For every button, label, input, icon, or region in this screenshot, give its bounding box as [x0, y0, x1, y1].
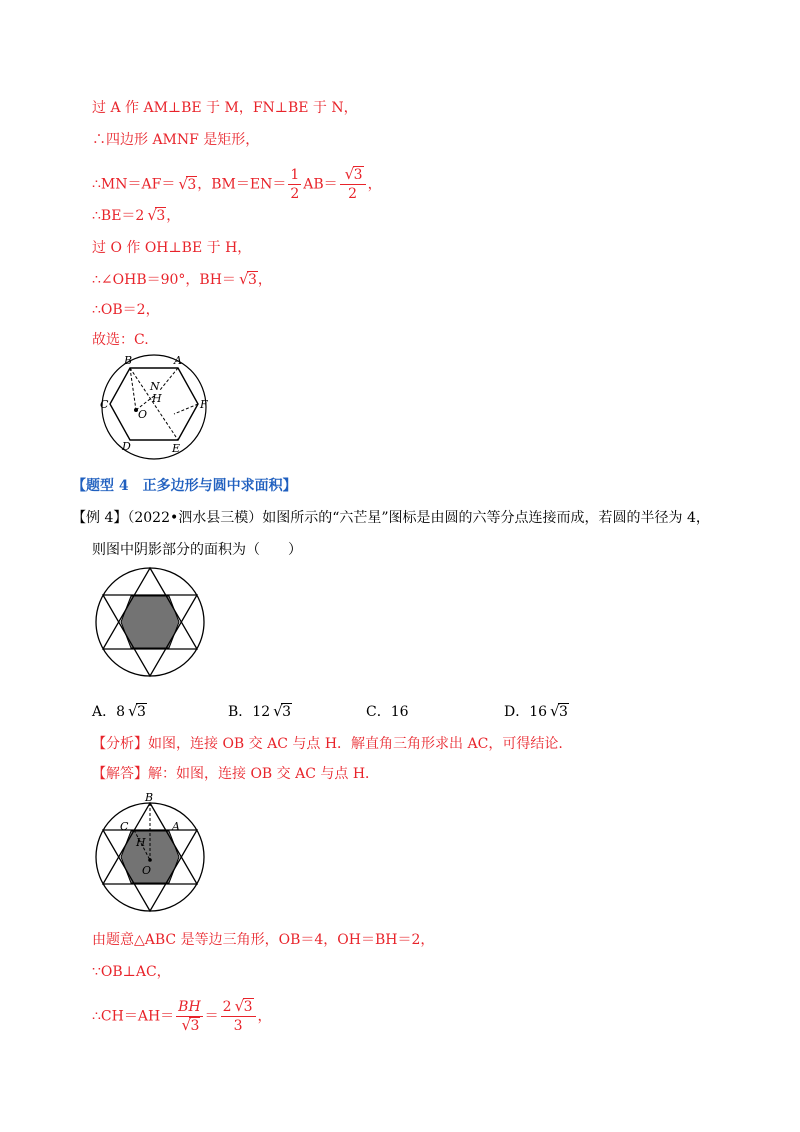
- solution-line-3: [92, 166, 382, 203]
- solution-line-1: 过 A 作 AM⊥BE 于 M，FN⊥BE 于 N，: [92, 100, 358, 116]
- label-O: O: [138, 408, 148, 421]
- sqrt-expr: [549, 702, 569, 722]
- text: ，BM＝EN＝: [197, 176, 287, 193]
- option-A: [92, 702, 147, 722]
- label-N: N: [150, 380, 160, 393]
- solution2-line-1: 由题意△ABC 是等边三角形，OB＝4，OH＝BH＝2，: [92, 932, 435, 948]
- label-H: H: [152, 392, 162, 405]
- text: ，: [257, 1008, 272, 1025]
- fraction: [221, 998, 256, 1035]
- sqrt-expr: [177, 175, 197, 195]
- label-B: B: [145, 791, 154, 804]
- denominator: 2: [290, 186, 300, 202]
- radicand: 3: [243, 999, 253, 1015]
- hexagram-figure: [90, 565, 210, 680]
- segment-AM: [160, 368, 178, 390]
- sqrt-expr: [234, 998, 254, 1016]
- label-E: E: [172, 442, 181, 455]
- option-label: D．16: [504, 704, 548, 720]
- solution-line-8: 故选：C.: [92, 332, 149, 348]
- radicand: 3: [559, 704, 568, 720]
- solution-line-4: [92, 206, 180, 226]
- option-C: C．16: [366, 704, 409, 720]
- denominator: [176, 1017, 203, 1035]
- solution-line-6: [92, 270, 272, 290]
- radicand: 3: [187, 176, 197, 193]
- text: ∴CH＝AH＝: [92, 1008, 175, 1025]
- text: ∴∠OHB＝90°，BH＝: [92, 272, 236, 288]
- hexagon-circle-figure: [90, 352, 220, 462]
- solution2-line-2: ∵OB⊥AC，: [92, 964, 171, 980]
- solution2-line-3: [92, 998, 272, 1035]
- radicand: 3: [156, 208, 166, 224]
- text: AB＝: [303, 176, 338, 193]
- option-label: B．12: [228, 704, 271, 720]
- solution-line-5: 过 O 作 OH⊥BE 于 H，: [92, 240, 252, 256]
- solution-line-7: ∴OB＝2，: [92, 302, 160, 318]
- option-D: [504, 702, 569, 722]
- denominator: 3: [233, 1018, 243, 1034]
- sqrt-expr: [238, 270, 258, 290]
- radicand: 3: [190, 1018, 200, 1034]
- radicand: 3: [137, 704, 146, 720]
- text: ，: [367, 176, 382, 193]
- segment-FN: [174, 404, 198, 414]
- radicand: 3: [353, 167, 363, 183]
- fraction: [288, 166, 301, 203]
- segment-OB: [130, 368, 136, 410]
- sqrt-expr: [146, 206, 166, 226]
- label-A: A: [174, 354, 182, 367]
- section-title: 【题型 4 正多边形与圆中求面积】: [72, 478, 297, 494]
- label-H: H: [136, 836, 146, 849]
- fraction: [176, 998, 203, 1035]
- sqrt-expr: [272, 702, 292, 722]
- sqrt-expr: [127, 702, 147, 722]
- radicand: 3: [247, 272, 257, 288]
- option-B: [228, 702, 292, 722]
- label-F: F: [200, 398, 208, 411]
- numerator: BH: [178, 999, 201, 1015]
- solution-line-2: ∴四边形 AMNF 是矩形，: [92, 132, 260, 148]
- example-heading: 【例 4】（2022•泗水县三模）如图所示的“六芒星”图标是由圆的六等分点连接而成，若圆的半径为 4，: [72, 510, 710, 526]
- solution-text: 【解答】解：如图，连接 OB 交 AC 与点 H．: [92, 766, 380, 782]
- example-question: 则图中阴影部分的面积为（ ）: [92, 542, 302, 558]
- radicand: 3: [282, 704, 292, 720]
- option-label: A．8: [92, 704, 126, 720]
- numerator: 1: [290, 167, 300, 183]
- coefficient: 2: [222, 999, 232, 1015]
- text: ，: [257, 272, 272, 288]
- sqrt-expr: [180, 1017, 200, 1035]
- text: ∴MN＝AF＝: [92, 176, 176, 193]
- label-A: A: [172, 820, 180, 833]
- center-point: [148, 858, 152, 862]
- analysis-text: 【分析】如图，连接 OB 交 AC 与点 H．解直角三角形求出 AC，可得结论.: [92, 736, 563, 752]
- label-B: B: [124, 354, 133, 367]
- numerator: [340, 166, 366, 185]
- label-C: C: [100, 398, 109, 411]
- sqrt-expr: [344, 166, 364, 184]
- label-D: D: [122, 440, 131, 453]
- fraction: [340, 166, 366, 203]
- label-O: O: [142, 864, 152, 877]
- numerator: [221, 998, 256, 1017]
- circumcircle: [102, 355, 206, 459]
- text: ∴BE＝2: [92, 208, 145, 224]
- hexagram-labeled-figure: [90, 788, 210, 916]
- denominator: 2: [348, 186, 358, 202]
- text: ，: [166, 208, 181, 224]
- text: ＝: [204, 1008, 219, 1025]
- label-C: C: [120, 820, 129, 833]
